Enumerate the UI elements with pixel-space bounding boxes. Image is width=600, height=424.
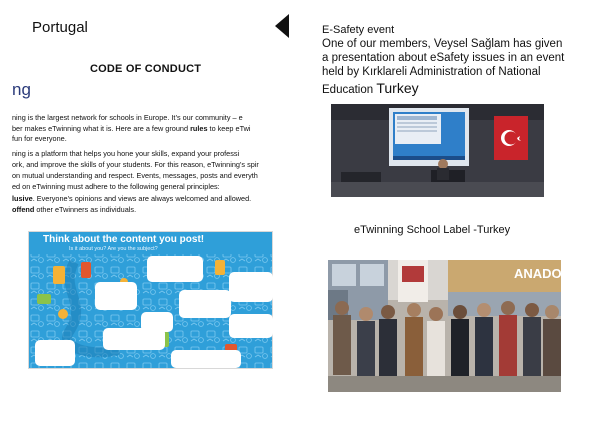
divider-arrow-icon	[275, 14, 289, 38]
esafety-text-line: a presentation about eSafety issues in an event	[322, 52, 565, 64]
coc-line: on mutual understanding and respect. Events, messages, posts and everyth	[12, 171, 258, 180]
esafety-text-line: held by Kırklareli Administration of National	[322, 66, 541, 78]
infographic-bubble	[147, 256, 203, 282]
school-label-photo	[328, 260, 579, 392]
infographic-bubble	[229, 272, 273, 302]
code-of-conduct-heading: ng	[12, 80, 31, 99]
coc-line: ning is the largest network for schools in Europe. It’s our community – e	[12, 113, 243, 122]
coc-line: fun for everyone.	[12, 134, 67, 143]
coc-line: ork, and improve the skills of your students. For this reason, eTwinning’s spir	[12, 160, 259, 169]
school-label-title: eTwinning School Label -Turkey	[354, 224, 511, 236]
coc-line: ning is a platform that helps you hone your skills, expand your professi	[12, 149, 240, 158]
coc-line: offend other eTwinners as individuals.	[12, 205, 137, 214]
esafety-heading: E-Safety event	[322, 24, 395, 36]
code-of-conduct-title: CODE OF CONDUCT	[90, 63, 202, 75]
coc-line: ber makes eTwinning what it is. Here are a few ground rules to keep eTwi	[12, 124, 251, 133]
infographic-bubble	[179, 290, 231, 318]
esafety-text-line: Education Turkey	[322, 80, 419, 96]
infographic-bubble	[95, 282, 137, 310]
presentation-scene	[331, 104, 544, 197]
esafety-text-line: One of our members, Veysel Sağlam has given	[322, 38, 563, 50]
content-infographic	[28, 231, 273, 369]
coc-line: lusive. Everyone’s opinions and views are always welcomed and allowed.	[12, 194, 252, 203]
country-heading: Portugal	[32, 19, 88, 36]
school-sign-text: ANADOLU	[514, 266, 579, 281]
infographic-bubble	[229, 314, 273, 338]
infographic-bubble	[35, 340, 75, 366]
esafety-event-photo	[331, 104, 544, 197]
infographic-bubble	[171, 350, 241, 368]
infographic-subtitle: Is it about you? Are you the subject?	[69, 246, 158, 252]
group-photo-scene	[328, 260, 579, 392]
infographic-bubble	[103, 328, 165, 350]
infographic-title: Think about the content you post!	[43, 234, 205, 245]
coc-line: ed on eTwinning must adhere to the following general principles:	[12, 182, 220, 191]
